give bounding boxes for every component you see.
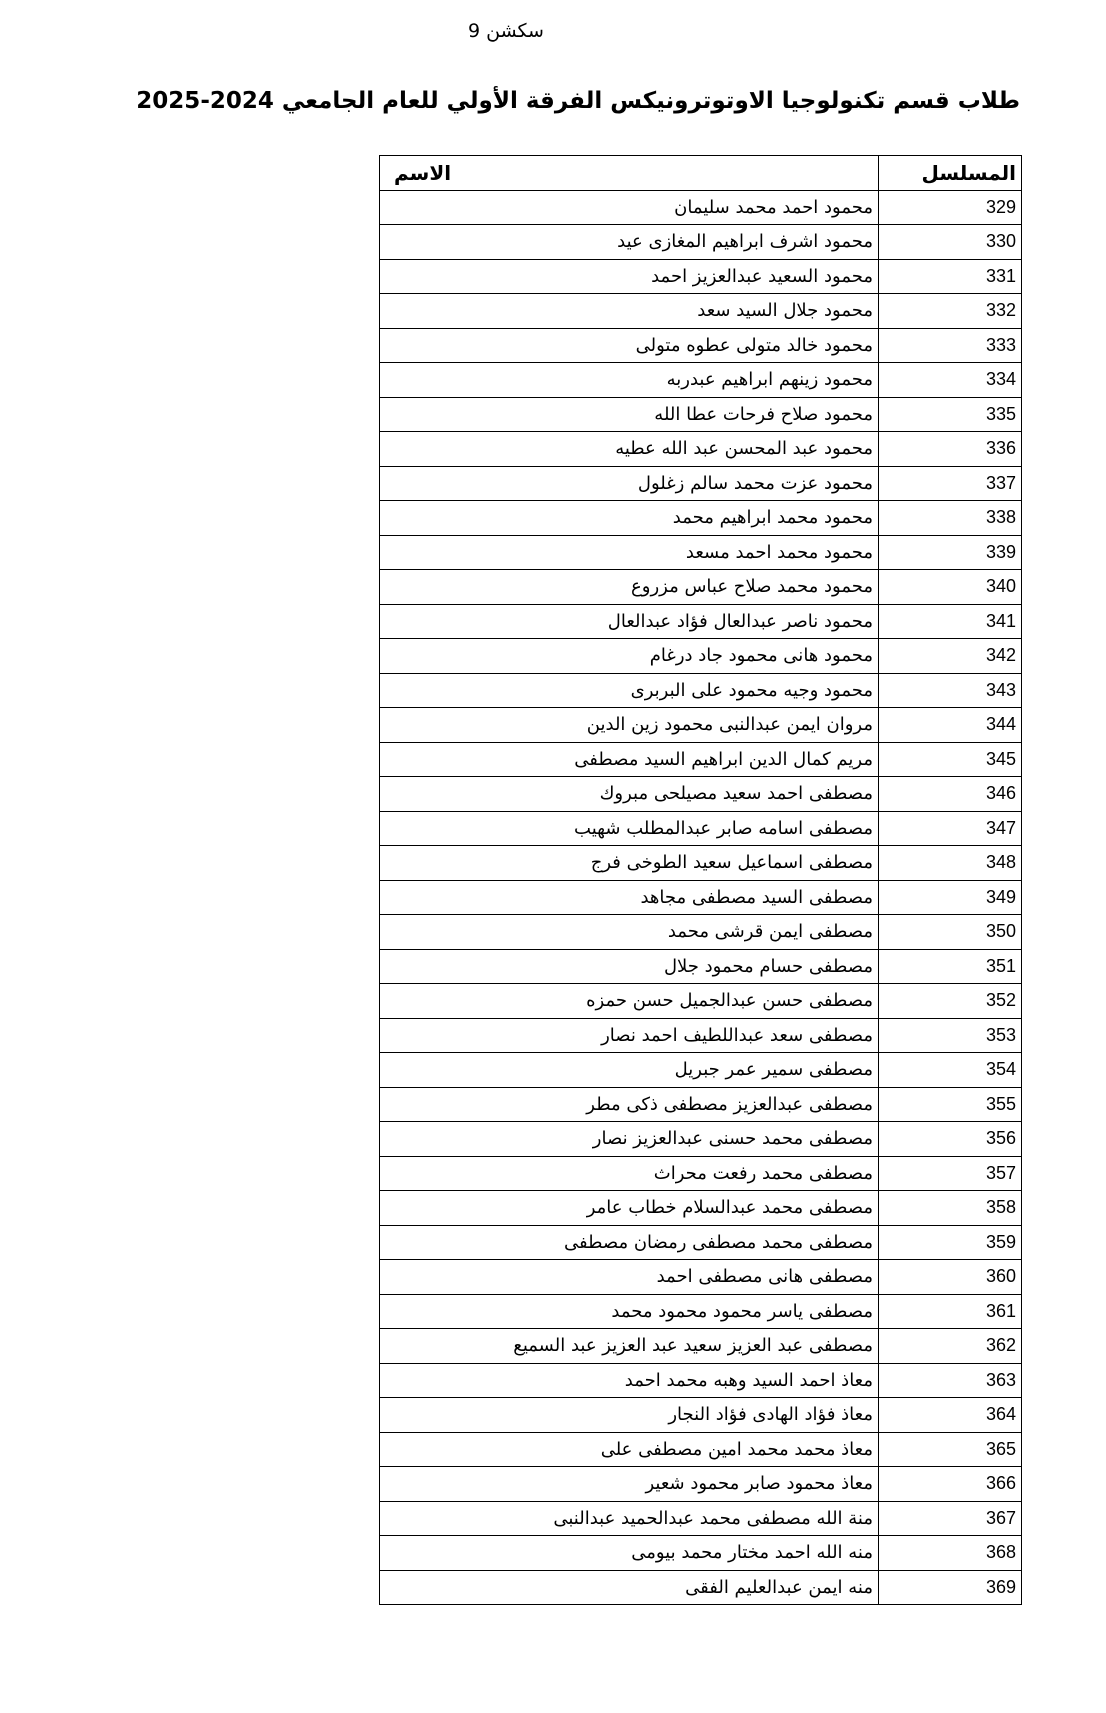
student-name-cell: محمود محمد صلاح عباس مزروع bbox=[380, 570, 879, 605]
serial-cell: 339 bbox=[879, 535, 1022, 570]
serial-cell: 335 bbox=[879, 397, 1022, 432]
student-name-cell: مصطفى محمد مصطفى رمضان مصطفى bbox=[380, 1225, 879, 1260]
serial-cell: 364 bbox=[879, 1398, 1022, 1433]
table-row bbox=[380, 811, 1022, 846]
student-name-cell: منه الله احمد مختار محمد بيومى bbox=[380, 1536, 879, 1571]
student-name-cell: مصطفى حسام محمود جلال bbox=[380, 949, 879, 984]
table-row bbox=[380, 708, 1022, 743]
student-name-cell: مصطفى حسن عبدالجميل حسن حمزه bbox=[380, 984, 879, 1019]
table-row bbox=[380, 1501, 1022, 1536]
page-title: طلاب قسم تكنولوجيا الاوتوترونيكس الفرقة الأولي للعام الجامعي 2024-2025 bbox=[136, 88, 1020, 114]
table-row bbox=[380, 604, 1022, 639]
table-row bbox=[380, 432, 1022, 467]
student-name-cell: معاذ فؤاد الهادى فؤاد النجار bbox=[380, 1398, 879, 1433]
serial-cell: 349 bbox=[879, 880, 1022, 915]
student-name-cell: محمود صلاح فرحات عطا الله bbox=[380, 397, 879, 432]
serial-cell: 361 bbox=[879, 1294, 1022, 1329]
serial-cell: 366 bbox=[879, 1467, 1022, 1502]
student-name-cell: محمود عبد المحسن عبد الله عطيه bbox=[380, 432, 879, 467]
student-name-cell: معاذ محمد محمد امين مصطفى على bbox=[380, 1432, 879, 1467]
serial-cell: 333 bbox=[879, 328, 1022, 363]
serial-cell: 336 bbox=[879, 432, 1022, 467]
serial-cell: 354 bbox=[879, 1053, 1022, 1088]
student-name-cell: محمود وجيه محمود على البربرى bbox=[380, 673, 879, 708]
serial-cell: 347 bbox=[879, 811, 1022, 846]
serial-cell: 357 bbox=[879, 1156, 1022, 1191]
serial-cell: 343 bbox=[879, 673, 1022, 708]
serial-cell: 338 bbox=[879, 501, 1022, 536]
student-name-cell: محمود خالد متولى عطوه متولى bbox=[380, 328, 879, 363]
student-name-cell: محمود السعيد عبدالعزيز احمد bbox=[380, 259, 879, 294]
serial-cell: 365 bbox=[879, 1432, 1022, 1467]
student-name-cell: مصطفى محمد حسنى عبدالعزيز نصار bbox=[380, 1122, 879, 1157]
student-name-cell: مصطفى اسماعيل سعيد الطوخى فرج bbox=[380, 846, 879, 881]
table-row bbox=[380, 363, 1022, 398]
table-row bbox=[380, 1156, 1022, 1191]
student-name-cell: مصطفى ايمن قرشى محمد bbox=[380, 915, 879, 950]
table-row bbox=[380, 1467, 1022, 1502]
table-row bbox=[380, 570, 1022, 605]
table-body bbox=[380, 190, 1022, 1605]
table-row bbox=[380, 1087, 1022, 1122]
student-name-cell: محمود محمد احمد مسعد bbox=[380, 535, 879, 570]
table-row bbox=[380, 1260, 1022, 1295]
table-row bbox=[380, 949, 1022, 984]
serial-cell: 330 bbox=[879, 225, 1022, 260]
table-row bbox=[380, 1053, 1022, 1088]
student-name-cell: مصطفى عبدالعزيز مصطفى ذكى مطر bbox=[380, 1087, 879, 1122]
student-name-cell: مصطفى اسامه صابر عبدالمطلب شهيب bbox=[380, 811, 879, 846]
serial-cell: 362 bbox=[879, 1329, 1022, 1364]
serial-cell: 342 bbox=[879, 639, 1022, 674]
table-row bbox=[380, 259, 1022, 294]
serial-cell: 355 bbox=[879, 1087, 1022, 1122]
student-name-cell: منه ايمن عبدالعليم الفقى bbox=[380, 1570, 879, 1605]
student-name-cell: معاذ احمد السيد وهبه محمد احمد bbox=[380, 1363, 879, 1398]
student-name-cell: مصطفى سعد عبداللطيف احمد نصار bbox=[380, 1018, 879, 1053]
table-header-row bbox=[380, 156, 1022, 191]
serial-cell: 340 bbox=[879, 570, 1022, 605]
serial-cell: 337 bbox=[879, 466, 1022, 501]
table-row bbox=[380, 1363, 1022, 1398]
serial-cell: 348 bbox=[879, 846, 1022, 881]
serial-cell: 329 bbox=[879, 190, 1022, 225]
serial-cell: 332 bbox=[879, 294, 1022, 329]
table-row bbox=[380, 190, 1022, 225]
student-name-cell: مروان ايمن عبدالنبى محمود زين الدين bbox=[380, 708, 879, 743]
table-row bbox=[380, 915, 1022, 950]
serial-cell: 344 bbox=[879, 708, 1022, 743]
serial-cell: 353 bbox=[879, 1018, 1022, 1053]
table-row bbox=[380, 397, 1022, 432]
student-name-cell: محمود زينهم ابراهيم عبدربه bbox=[380, 363, 879, 398]
student-name-cell: محمود احمد محمد سليمان bbox=[380, 190, 879, 225]
serial-cell: 356 bbox=[879, 1122, 1022, 1157]
student-name-cell: مصطفى محمد رفعت محراث bbox=[380, 1156, 879, 1191]
serial-cell: 346 bbox=[879, 777, 1022, 812]
student-name-cell: محمود ناصر عبدالعال فؤاد عبدالعال bbox=[380, 604, 879, 639]
serial-cell: 360 bbox=[879, 1260, 1022, 1295]
table-row bbox=[380, 501, 1022, 536]
serial-cell: 331 bbox=[879, 259, 1022, 294]
table-row bbox=[380, 1398, 1022, 1433]
serial-cell: 345 bbox=[879, 742, 1022, 777]
table-row bbox=[380, 1432, 1022, 1467]
student-name-cell: مصطفى سمير عمر جبريل bbox=[380, 1053, 879, 1088]
table-row bbox=[380, 535, 1022, 570]
section-label: سكشن 9 bbox=[468, 20, 544, 42]
student-name-cell: مريم كمال الدين ابراهيم السيد مصطفى bbox=[380, 742, 879, 777]
serial-cell: 367 bbox=[879, 1501, 1022, 1536]
student-name-cell: محمود عزت محمد سالم زغلول bbox=[380, 466, 879, 501]
serial-cell: 351 bbox=[879, 949, 1022, 984]
table-row bbox=[380, 294, 1022, 329]
table-row bbox=[380, 1191, 1022, 1226]
serial-cell: 350 bbox=[879, 915, 1022, 950]
table-row bbox=[380, 1225, 1022, 1260]
table-row bbox=[380, 777, 1022, 812]
serial-cell: 334 bbox=[879, 363, 1022, 398]
table-row bbox=[380, 225, 1022, 260]
serial-cell: 368 bbox=[879, 1536, 1022, 1571]
student-name-cell: مصطفى هانى مصطفى احمد bbox=[380, 1260, 879, 1295]
serial-cell: 341 bbox=[879, 604, 1022, 639]
table-row bbox=[380, 742, 1022, 777]
table-row bbox=[380, 984, 1022, 1019]
table-row bbox=[380, 1122, 1022, 1157]
table-row bbox=[380, 1294, 1022, 1329]
student-name-cell: محمود اشرف ابراهيم المغازى عيد bbox=[380, 225, 879, 260]
student-roster-table bbox=[379, 155, 1022, 1605]
student-name-cell: مصطفى السيد مصطفى مجاهد bbox=[380, 880, 879, 915]
serial-cell: 369 bbox=[879, 1570, 1022, 1605]
name-column-header: الاسم bbox=[380, 156, 879, 191]
table-row bbox=[380, 673, 1022, 708]
student-name-cell: محمود هانى محمود جاد درغام bbox=[380, 639, 879, 674]
table-row bbox=[380, 1536, 1022, 1571]
student-name-cell: مصطفى عبد العزيز سعيد عبد العزيز عبد السميع bbox=[380, 1329, 879, 1364]
student-name-cell: محمود محمد ابراهيم محمد bbox=[380, 501, 879, 536]
student-name-cell: منة الله مصطفى محمد عبدالحميد عبدالنبى bbox=[380, 1501, 879, 1536]
student-name-cell: معاذ محمود صابر محمود شعير bbox=[380, 1467, 879, 1502]
serial-cell: 352 bbox=[879, 984, 1022, 1019]
table-row bbox=[380, 846, 1022, 881]
serial-cell: 359 bbox=[879, 1225, 1022, 1260]
table-row bbox=[380, 1570, 1022, 1605]
serial-cell: 358 bbox=[879, 1191, 1022, 1226]
table-row bbox=[380, 880, 1022, 915]
student-name-cell: مصطفى احمد سعيد مصيلحى مبروك bbox=[380, 777, 879, 812]
table-row bbox=[380, 466, 1022, 501]
serial-cell: 363 bbox=[879, 1363, 1022, 1398]
table-row bbox=[380, 639, 1022, 674]
table-row bbox=[380, 1018, 1022, 1053]
student-name-cell: محمود جلال السيد سعد bbox=[380, 294, 879, 329]
table-row bbox=[380, 328, 1022, 363]
student-name-cell: مصطفى ياسر محمود محمود محمد bbox=[380, 1294, 879, 1329]
serial-column-header: المسلسل bbox=[879, 156, 1022, 191]
student-name-cell: مصطفى محمد عبدالسلام خطاب عامر bbox=[380, 1191, 879, 1226]
table-row bbox=[380, 1329, 1022, 1364]
